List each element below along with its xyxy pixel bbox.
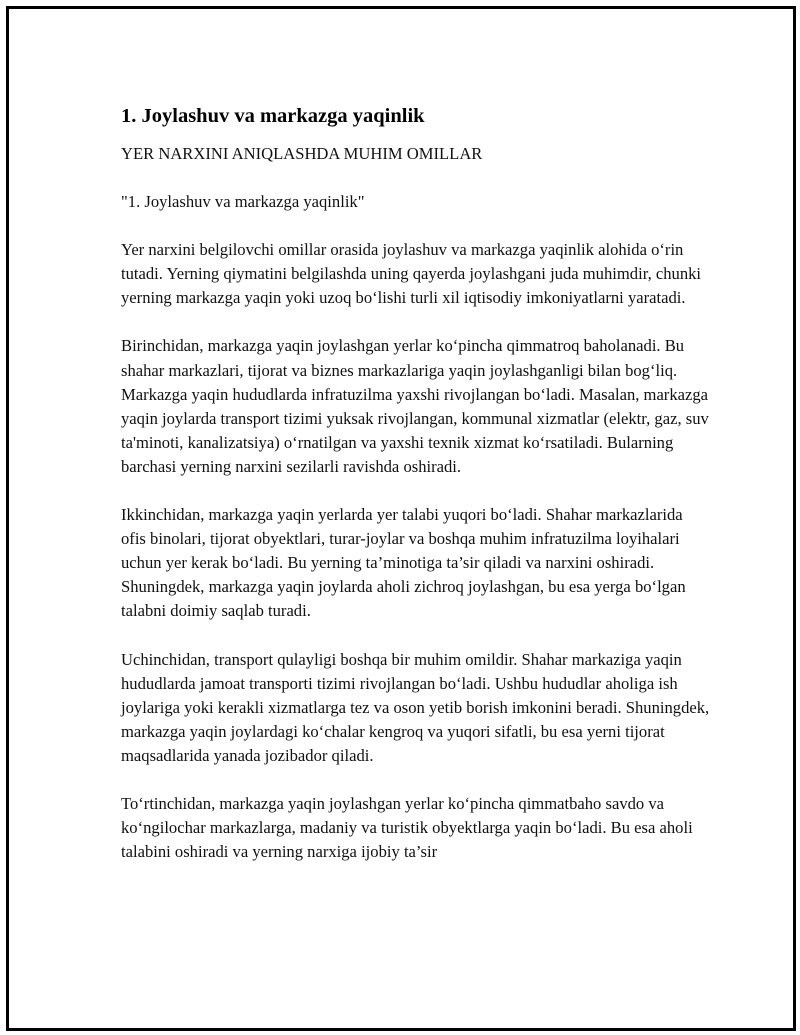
paragraph-3: Ikkinchidan, markazga yaqin yerlarda yer talabi yuqori bo‘ladi. Shahar markazlarida ofis binolari, tijorat obyektlari, turar-joylar va boshqa muhim infratuzilma loyihalari uchun yer kerak bo‘ladi. Bu yerning ta’minotiga ta’sir qiladi va narxini oshiradi. Shuningdek, markazga yaqin joylarda aholi zichroq joylashgan, bu esa yerga bo‘lgan talabni doimiy saqlab turadi. — [121, 505, 686, 621]
paragraph-4: Uchinchidan, transport qulayligi boshqa bir muhim omildir. Shahar markaziga yaqin hududlarda jamoat transporti tizimi rivojlangan bo‘ladi. Ushbu hududlar aholiga ish joylariga yoki kerakli xizmatlarga tez va oson yetib borish imkonini beradi. Shuningdek, markazga yaqin joylardagi ko‘chalar kengroq va yuqori sifatli, bu esa yerni tijorat maqsadlarida yanada jozibador qiladi. — [121, 649, 710, 765]
document-subtitle: YER NARXINI ANIQLASHDA MUHIM OMILLAR — [121, 144, 483, 163]
paragraph-2: Birinchidan, markazga yaqin joylashgan yerlar ko‘pincha qimmatroq baholanadi. Bu shahar markazlari, tijorat va biznes markazlariga yaqin joylashganligi bilan bog‘liq. Markazga yaqin hududlarda infratuzilma yaxshi rivojlangan bo‘ladi. Masalan, markazga yaqin joylarda transport tizimi yuksak rivojlangan, kommunal xizmatlar (elektr, gaz, suv ta'minoti, kanalizatsiya) o‘rnatilgan va yaxshi texnik xizmat ko‘rsatiladi. Bularning barchasi yerning narxini sezilarli ravishda oshiradi. — [121, 336, 709, 476]
paragraph-1: Yer narxini belgilovchi omillar orasida joylashuv va markazga yaqinlik alohida o‘rin tutadi. Yerning qiymatini belgilashda uning qayerda joylashgani juda muhimdir, chunki yerning markazga yaqin yoki uzoq bo‘lishi turli xil iqtisodiy imkoniyatlarni yaratadi. — [121, 240, 702, 308]
document-body — [121, 103, 711, 888]
quoted-title: "1. Joylashuv va markazga yaqinlik" — [121, 192, 365, 212]
paragraph-5: To‘rtinchidan, markazga yaqin joylashgan yerlar ko‘pincha qimmatbaho savdo va ko‘ngilochar markazlarga, madaniy va turistik obyektlarga yaqin bo‘ladi. Bu esa aholi talabini oshiradi va yerning narxiga ijobiy ta’sir — [121, 793, 693, 862]
document-heading: 1. Joylashuv va markazga yaqinlik — [121, 105, 425, 127]
page-frame — [6, 6, 796, 1031]
